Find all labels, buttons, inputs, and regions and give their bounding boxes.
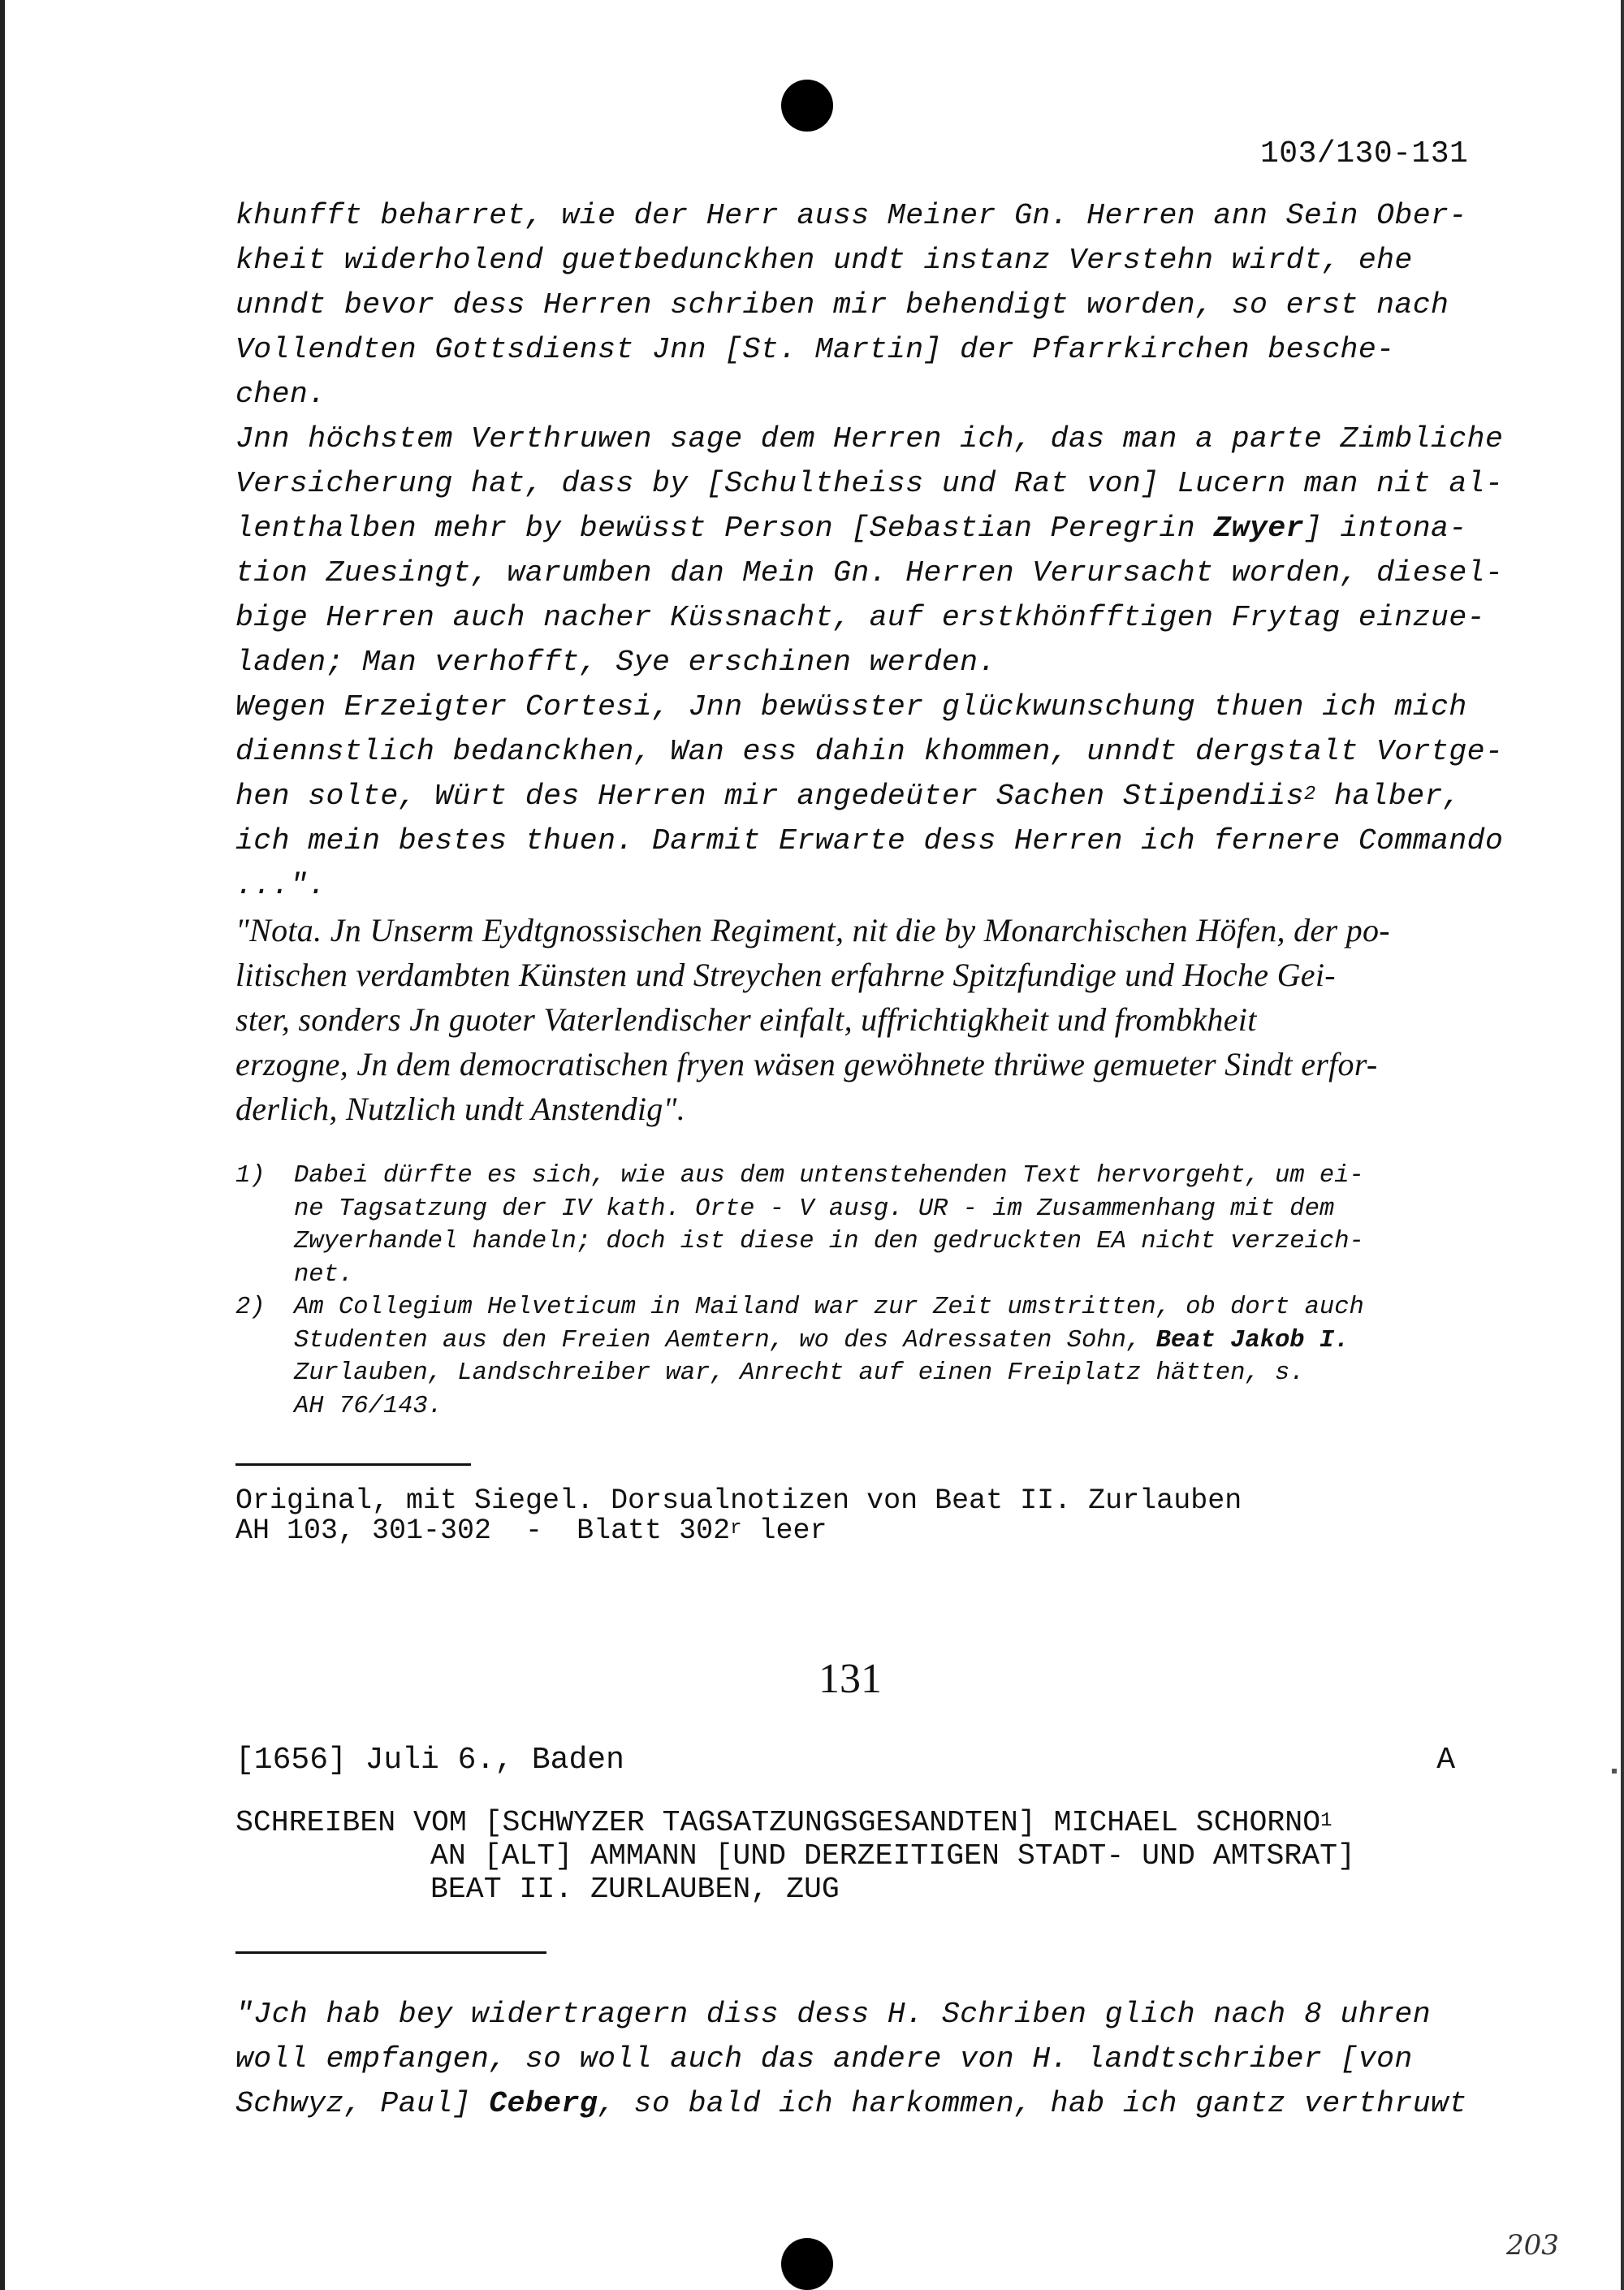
text-line — [235, 774, 1494, 819]
separator-rule — [235, 1951, 546, 1954]
scan-speck — [1612, 1769, 1617, 1774]
text-segment: , so bald ich harkommen, hab ich gantz verthruwt — [598, 2087, 1467, 2120]
text-line: net. — [294, 1260, 354, 1289]
text-line: unndt bevor dess Herren schriben mir behendigt worden, so erst nach — [235, 288, 1449, 322]
text-line: Jnn höchstem Verthruwen sage dem Herren ich, das man a parte Zimbliche — [235, 422, 1504, 456]
heading-line — [235, 1806, 1355, 1839]
text-line: kheit widerholend guetbedunckhen undt instanz Verstehn wirdt, ehe — [235, 244, 1413, 277]
footnote-ref: 2 — [1303, 784, 1316, 806]
nota-paragraph — [235, 908, 1494, 1131]
footnote-text — [294, 1291, 1364, 1423]
text-segment: Studenten aus den Freien Aemtern, wo des Adressaten Sohn, — [294, 1326, 1156, 1355]
text-line — [235, 2081, 1494, 2126]
text-line: "Nota. Jn Unserm Eydtgnossischen Regiment, nit die by Monarchischen Höfen, der po- — [235, 912, 1390, 948]
text-line: Dabei dürfte es sich, wie aus dem untenstehenden Text hervorgeht, um ei- — [294, 1162, 1364, 1190]
text-line: Zwyerhandel handeln; doch ist diese in den gedruckten EA nicht verzeich- — [294, 1228, 1364, 1255]
text-line: tion Zuesingt, warumben dan Mein Gn. Herren Verursacht worden, diesel- — [235, 556, 1504, 590]
text-line: derlich, Nutzlich undt Anstendig". — [235, 1091, 686, 1127]
text-segment: Schwyz, Paul] — [235, 2087, 490, 2120]
text-line: Am Collegium Helveticum in Mailand war zur Zeit umstritten, ob dort auch — [294, 1294, 1364, 1321]
text-line: Original, mit Siegel. Dorsualnotizen von Beat II. Zurlauben — [235, 1484, 1242, 1517]
text-segment: hen solte, Würt des Herren mir angedeüter Sachen Stipendiis — [235, 780, 1304, 813]
text-line: laden; Man verhofft, Sye erschinen werden. — [235, 646, 996, 679]
footnotes — [235, 1160, 1502, 1423]
heading-line: AN [ALT] AMMANN [UND DERZEITIGEN STADT- UND AMTSRAT] — [430, 1839, 1355, 1873]
heading-line: BEAT II. ZURLAUBEN, ZUG — [430, 1873, 840, 1906]
page-identifier: 103/130-131 — [1260, 136, 1469, 171]
text-line: Wegen Erzeigter Cortesi, Jnn bewüsster glückwunschung thuen ich mich — [235, 690, 1467, 724]
text-line: AH 76/143. — [294, 1392, 443, 1420]
text-line: ne Tagsatzung der IV kath. Orte - V ausg. UR - im Zusammenhang mit dem — [294, 1195, 1335, 1223]
text-segment: ] intona- — [1303, 512, 1467, 545]
text-line: litischen verdambten Künsten und Streychen erfahrne Spitzfundige und Hoche Gei- — [235, 957, 1336, 993]
text-line — [294, 1324, 1364, 1358]
letter-opening — [235, 1992, 1494, 2126]
footnote — [235, 1291, 1502, 1423]
text-line: diennstlich bedanckhen, Wan ess dahin khommen, unndt dergstalt Vortge- — [235, 735, 1504, 768]
superscript: r — [730, 1518, 742, 1540]
person-name-bold: Ceberg — [489, 2087, 598, 2120]
text-segment: halber, — [1315, 780, 1462, 813]
document-number: 131 — [818, 1656, 882, 1702]
text-line: ich mein bestes thuen. Darmit Erwarte dess Herren ich fernere Commando — [235, 824, 1504, 858]
text-segment: lenthalben mehr by bewüsst Person [Sebastian Peregrin — [235, 512, 1214, 545]
source-note — [235, 1486, 1242, 1546]
text-line: erzogne, Jn dem democratischen fryen wäsen gewöhnete thrüwe gemueter Sindt erfor- — [235, 1046, 1378, 1082]
document-date: [1656] Juli 6., Baden — [235, 1743, 624, 1778]
text-line: Vollendten Gottsdienst Jnn [St. Martin] der Pfarrkirchen besche- — [235, 333, 1395, 366]
separator-rule — [235, 1463, 471, 1466]
footnote — [235, 1160, 1502, 1291]
footnote-number: 2) — [235, 1294, 266, 1321]
document-marker: A — [1436, 1743, 1455, 1778]
text-line — [235, 1516, 1242, 1546]
text-line: Versicherung hat, dass by [Schultheiss und Rat von] Lucern man nit al- — [235, 467, 1504, 500]
text-line: chen. — [235, 378, 326, 411]
text-segment: AH 103, 301-302 - Blatt 302 — [235, 1514, 731, 1547]
footnote-ref: 1 — [1320, 1810, 1332, 1832]
text-line: "Jch hab bey widertragern diss dess H. Schriben glich nach 8 uhren — [235, 1998, 1432, 2031]
person-name-bold: Beat Jakob I. — [1155, 1326, 1350, 1355]
text-line: khunfft beharret, wie der Herr auss Meiner Gn. Herren ann Sein Ober- — [235, 199, 1467, 232]
scan-border-right — [1621, 0, 1624, 2290]
text-segment: SCHREIBEN VOM [SCHWYZER TAGSATZUNGSGESANDTEN] MICHAEL SCHORNO — [235, 1806, 1321, 1839]
punch-hole-top — [781, 80, 833, 132]
footnote-text — [294, 1160, 1364, 1291]
text-line: Zurlauben, Landschreiber war, Anrecht auf einen Freiplatz hätten, s. — [294, 1359, 1305, 1387]
scan-border-left — [0, 0, 5, 2290]
text-line: ster, sonders Jn guoter Vaterlendischer einfalt, uffrichtigkheit und frombkheit — [235, 1001, 1257, 1038]
text-line: ...". — [235, 869, 326, 902]
handwritten-folio-number: 203 — [1506, 2229, 1559, 2262]
text-line — [235, 506, 1494, 551]
person-name-bold: Zwyer — [1213, 512, 1304, 545]
text-line: woll empfangen, so woll auch das andere von H. landtschriber [von — [235, 2042, 1413, 2076]
punch-hole-bottom — [781, 2238, 833, 2290]
text-line: bige Herren auch nacher Küssnacht, auf erstkhönfftigen Frytag einzue- — [235, 601, 1485, 634]
document-heading — [235, 1806, 1355, 1906]
letter-continuation — [235, 193, 1504, 908]
footnote-number: 1) — [235, 1162, 266, 1190]
text-segment: leer — [741, 1514, 827, 1547]
